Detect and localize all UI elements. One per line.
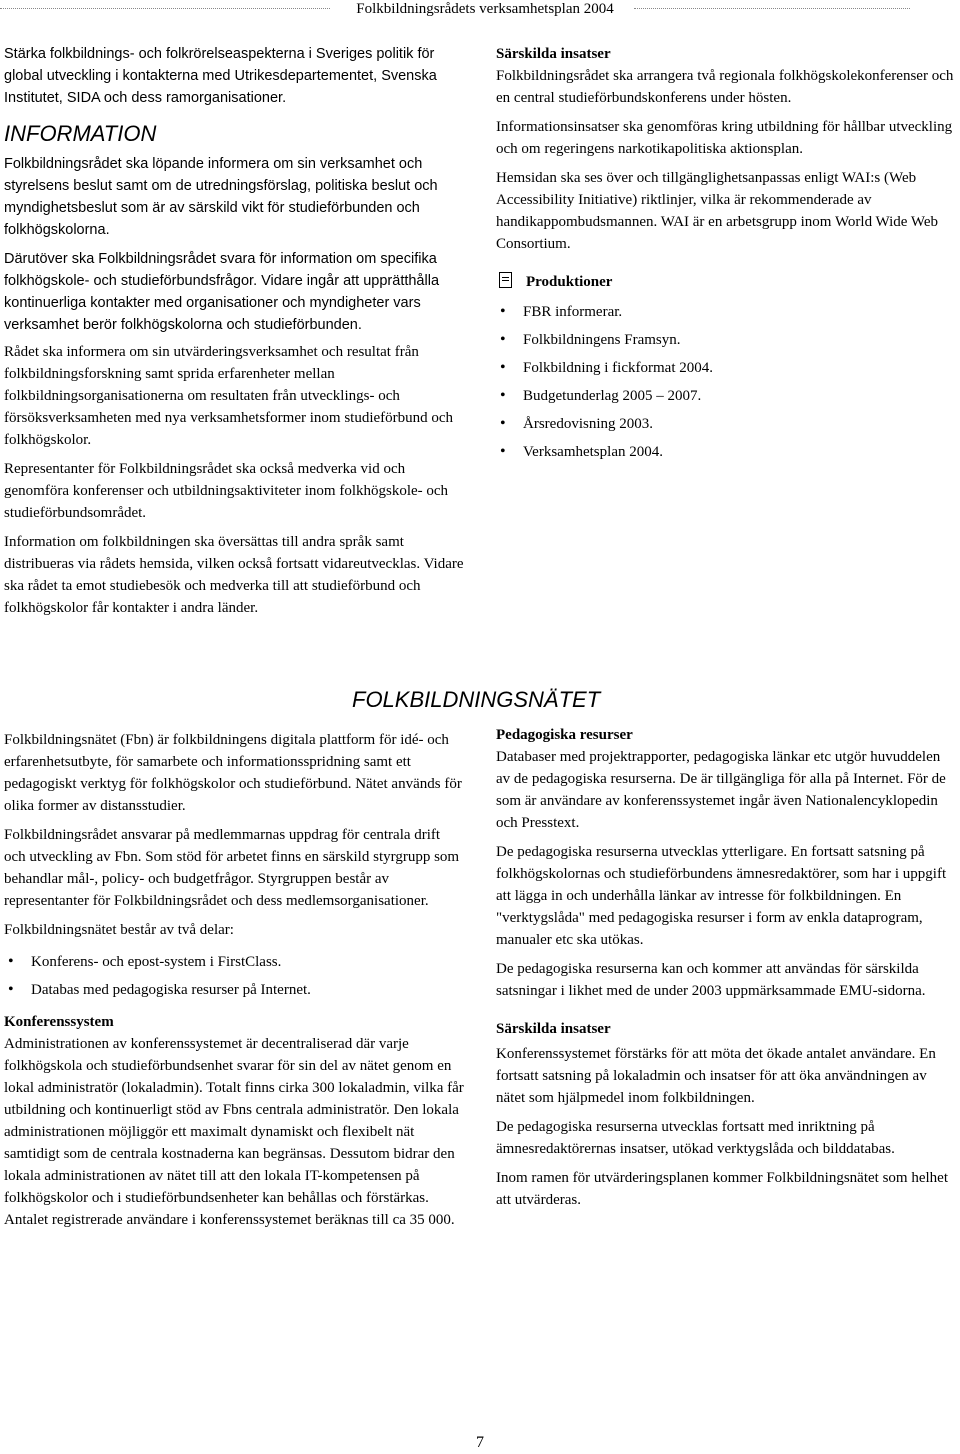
productions-list (496, 301, 956, 463)
information-paragraph-1: Folkbildningsrådet ska löpande informera om sin verksamhet och styrelsens beslut samt om de utredningsförslag, politiska beslut och myndighetsbeslut som är av särskild vikt för studieförbunden och folkhögskolorna. (4, 156, 438, 238)
pedagogical-paragraph-2: De pedagogiska resurserna utvecklas ytterligare. En fortsatt satsning på folkhögskolornas och studieförbundens ämnesredaktörer, som har i uppgift att lägga in och underhålla länkar av intresse för folkbildningen. En "verktygslåda" med pedagogiska resurser i form av enkla dataprogram, manualer etc ska utökas. (496, 844, 947, 948)
list-item: • Budgetunderlag 2005 – 2007. (496, 385, 956, 407)
special-efforts-paragraph-2: Informationsinsatser ska genomföras kring utbildning för hållbar utveckling och om regeringens narkotikapolitiska aktionsplan. (496, 119, 953, 157)
list-item: • Folkbildning i fickformat 2004. (496, 357, 956, 379)
bottom-right-column (496, 724, 958, 1218)
special-efforts-paragraph-3: Hemsidan ska ses över och tillgänglighetsanpassas enligt WAI:s (Web Accessibility Initiative) riktlinjer, vilka är rekommenderade av handikappombudsmannen. WAI är en arbetsgrupp inom World Wide Web Consortium. (496, 170, 939, 252)
top-right-column (496, 43, 956, 470)
information-heading: INFORMATION (4, 121, 157, 146)
intro-paragraph: Stärka folkbildnings- och folkrörelseaspekterna i Sveriges politik för global utveckling i kontakterna med Utrikesdepartementet, Svenska Institutet, SIDA och dess ramorganisationer. (4, 46, 437, 106)
information-paragraph-5: Information om folkbildningen ska översättas till andra språk samt distribueras via rådets hemsida, vilken också fortsatt vidareutvecklas. Vidare ska rådet ta emot studiebesök och medverka till att studieförbund och folkhögskolor får kontakter i andra länder. (4, 534, 464, 616)
list-item: • Konferens- och epost-system i FirstClass. (4, 951, 464, 973)
fbn-special-paragraph-3: Inom ramen för utvärderingsplanen kommer Folkbildningsnätet som helhet att utvärderas. (496, 1170, 948, 1208)
pedagogical-paragraph-3: De pedagogiska resurserna kan och kommer att användas för särskilda satsningar i likhet med de under 2003 uppmärksammade EMU-sidorna. (496, 961, 926, 999)
conference-system-heading: Konferenssystem (4, 1014, 114, 1030)
conference-system-paragraph: Administrationen av konferenssystemet är decentraliserad där varje folkhögskola och studieförbundsenhet svarar för sin del av nätet genom en lokal administratör (lokaladmin). Totalt finns cirka 300 lokaladmin, vilka får utbildning och kontinuerligt stöd av Fbns centrala administratör. Den lokala administrationen möjliggör ett maximalt dynamiskt och flexibelt nät samtidigt som de centrala kostnaderna kan begränsas. Dessutom bidrar den lokala administrationen av nätet till att den lokala IT-kompetensen på folkhögskolor och i studieförbundsenheter kan behållas och förstärkas. Antalet registrerade användare i konferenssystemet beräknas till ca 35 000. (4, 1036, 464, 1228)
page-number: 7 (476, 1434, 484, 1451)
running-header: Folkbildningsrådets verksamhetsplan 2004 (356, 1, 614, 17)
header-rule-right (634, 8, 910, 9)
information-paragraph-2: Därutöver ska Folkbildningsrådet svara för information om specifika folkhögskole- och studieförbundsfrågor. Vidare ingår att upprätthålla kontinuerliga kontakter med organisationer och myndigheter vars verksamhet berör folkhögskolorna och studieförbunden. (4, 251, 440, 333)
list-item: • Databas med pedagogiska resurser på Internet. (4, 979, 464, 1001)
special-efforts-heading: Särskilda insatser (496, 46, 611, 62)
top-left-column (4, 43, 464, 626)
list-item: • Folkbildningens Framsyn. (496, 329, 956, 351)
fbn-paragraph-3: Folkbildningsnätet består av två delar: (4, 922, 234, 938)
fbn-paragraph-2: Folkbildningsrådet ansvarar på medlemmarnas uppdrag för centrala drift och utveckling av Fbn. Som stöd för arbetet finns en särskild styrgrupp som behandlar mål-, policy- och budgetfrågor. Styrgruppen består av representanter för Folkbildningsrådet och dess medlemsorganisationer. (4, 827, 460, 909)
fbn-special-efforts-heading: Särskilda insatser (496, 1021, 611, 1037)
list-item: • Verksamhetsplan 2004. (496, 441, 956, 463)
pedagogical-paragraph-1: Databaser med projektrapporter, pedagogiska länkar etc utgör huvuddelen av de pedagogiska resurserna. De är tillgängliga för alla på Internet. För de som är användare av konferenssystemet ingår även Nationalencyklopedin och Presstext. (496, 749, 946, 831)
header-rule-left (0, 8, 330, 9)
productions-heading-row (496, 271, 956, 293)
information-paragraph-4: Representanter för Folkbildningsrådet ska också medverka vid och genomföra konferenser och utbildningsaktiviteter inom folkhögskole- och studieförbundsområdet. (4, 461, 449, 521)
folkbildningsnatet-heading: FOLKBILDNINGSNÄTET (352, 687, 601, 712)
fbn-special-paragraph-2: De pedagogiska resurserna utvecklas fortsatt med inriktning på ämnesredaktörernas insatser, utökad verktygslåda och bilddatabas. (496, 1119, 895, 1157)
fbn-paragraph-1: Folkbildningsnätet (Fbn) är folkbildningens digitala plattform för idé- och erfarenhetsutbyte, för samarbete och informationsspridning samt ett pedagogiskt verktyg för folkhögskolor och studieförbund. Nätet används för olika former av distansstudier. (4, 732, 462, 814)
fbn-special-paragraph-1: Konferenssystemet förstärks för att möta det ökade antalet användare. En fortsatt satsning på lokaladmin och insatser för att öka användningen av nätet som hjälpmedel inom folkbildningen. (496, 1046, 936, 1106)
information-paragraph-3: Rådet ska informera om sin utvärderingsverksamhet och resultat från folkbildningsforskning samt sprida erfarenheter mellan folkbildningsorganisationerna om resultaten från utvecklings- och försöksverksamheten med nya verksamhetsformer inom studieförbund och folkhögskolor. (4, 344, 454, 448)
productions-heading: Produktioner (526, 274, 613, 290)
special-efforts-paragraph-1: Folkbildningsrådet ska arrangera två regionala folkhögskolekonferenser och en central studieförbundskonferens under hösten. (496, 68, 954, 106)
document-icon (499, 272, 512, 288)
list-item: • Årsredovisning 2003. (496, 413, 956, 435)
bottom-left-column (4, 729, 464, 1238)
pedagogical-resources-heading: Pedagogiska resurser (496, 727, 633, 743)
fbn-parts-list (4, 951, 464, 1001)
list-item: • FBR informerar. (496, 301, 956, 323)
